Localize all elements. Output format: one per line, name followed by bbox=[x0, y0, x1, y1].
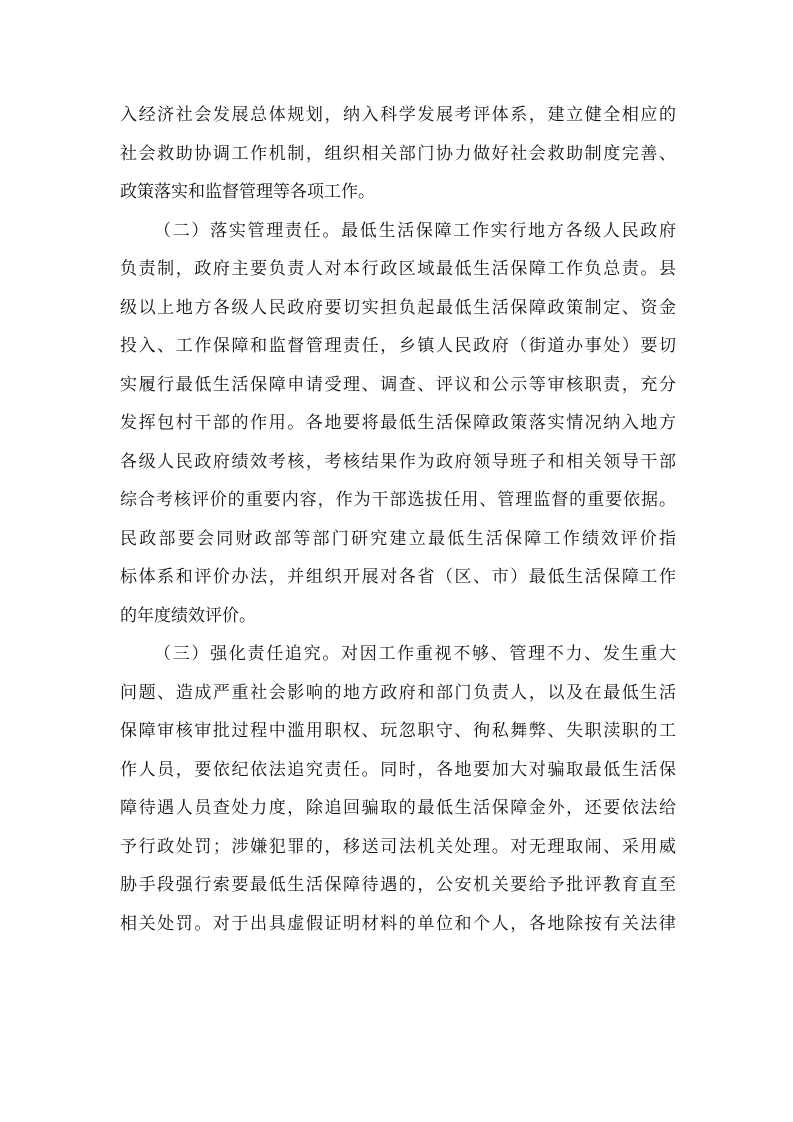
text-line: 作人员，要依纪依法追究责任。同时，各地要加大对骗取最低生活保 bbox=[120, 759, 676, 780]
text-line: 发挥包村干部的作用。各地要将最低生活保障政策落实情况纳入地方 bbox=[120, 413, 676, 433]
text-line: 各级人民政府绩效考核，考核结果作为政府领导班子和相关领导干部 bbox=[120, 451, 676, 472]
section-heading-line: （三）强化责任追究。对因工作重视不够、管理不力、发生重大 bbox=[154, 644, 676, 664]
text-line: 社会救助协调工作机制，组织相关部门协力做好社会救助制度完善、 bbox=[120, 143, 676, 164]
section-heading-line: （二）落实管理责任。最低生活保障工作实行地方各级人民政府 bbox=[154, 220, 676, 241]
text-line: 的年度绩效评价。 bbox=[120, 605, 256, 626]
text-line: 级以上地方各级人民政府要切实担负起最低生活保障政策制定、资金 bbox=[120, 297, 676, 318]
text-line: 投入、工作保障和监督管理责任，乡镇人民政府（街道办事处）要切 bbox=[120, 336, 676, 356]
text-line: 予行政处罚；涉嫌犯罪的，移送司法机关处理。对无理取闹、采用威 bbox=[120, 836, 676, 857]
text-line: 实履行最低生活保障申请受理、调查、评议和公示等审核职责，充分 bbox=[120, 374, 676, 395]
text-line: 相关处罚。对于出具虚假证明材料的单位和个人，各地除按有关法律 bbox=[120, 913, 676, 934]
body-text bbox=[120, 96, 676, 943]
text-line: 民政部要会同财政部等部门研究建立最低生活保障工作绩效评价指 bbox=[120, 528, 676, 549]
text-line: 标体系和评价办法，并组织开展对各省（区、市）最低生活保障工作 bbox=[120, 567, 676, 587]
text-line: 障待遇人员查处力度，除追回骗取的最低生活保障金外，还要依法给 bbox=[120, 798, 676, 818]
text-line: 胁手段强行索要最低生活保障待遇的，公安机关要给予批评教育直至 bbox=[120, 875, 676, 895]
text-line: 综合考核评价的重要内容，作为干部选拔任用、管理监督的重要依据。 bbox=[120, 490, 676, 510]
text-line: 入经济社会发展总体规划，纳入科学发展考评体系，建立健全相应的 bbox=[120, 105, 676, 125]
text-line: 负责制，政府主要负责人对本行政区域最低生活保障工作负总责。县 bbox=[120, 259, 676, 279]
text-line: 政策落实和监督管理等各项工作。 bbox=[120, 182, 375, 202]
text-line: 问题、造成严重社会影响的地方政府和部门负责人，以及在最低生活 bbox=[120, 682, 676, 703]
text-line: 保障审核审批过程中滥用职权、玩忽职守、徇私舞弊、失职渎职的工 bbox=[120, 721, 676, 741]
